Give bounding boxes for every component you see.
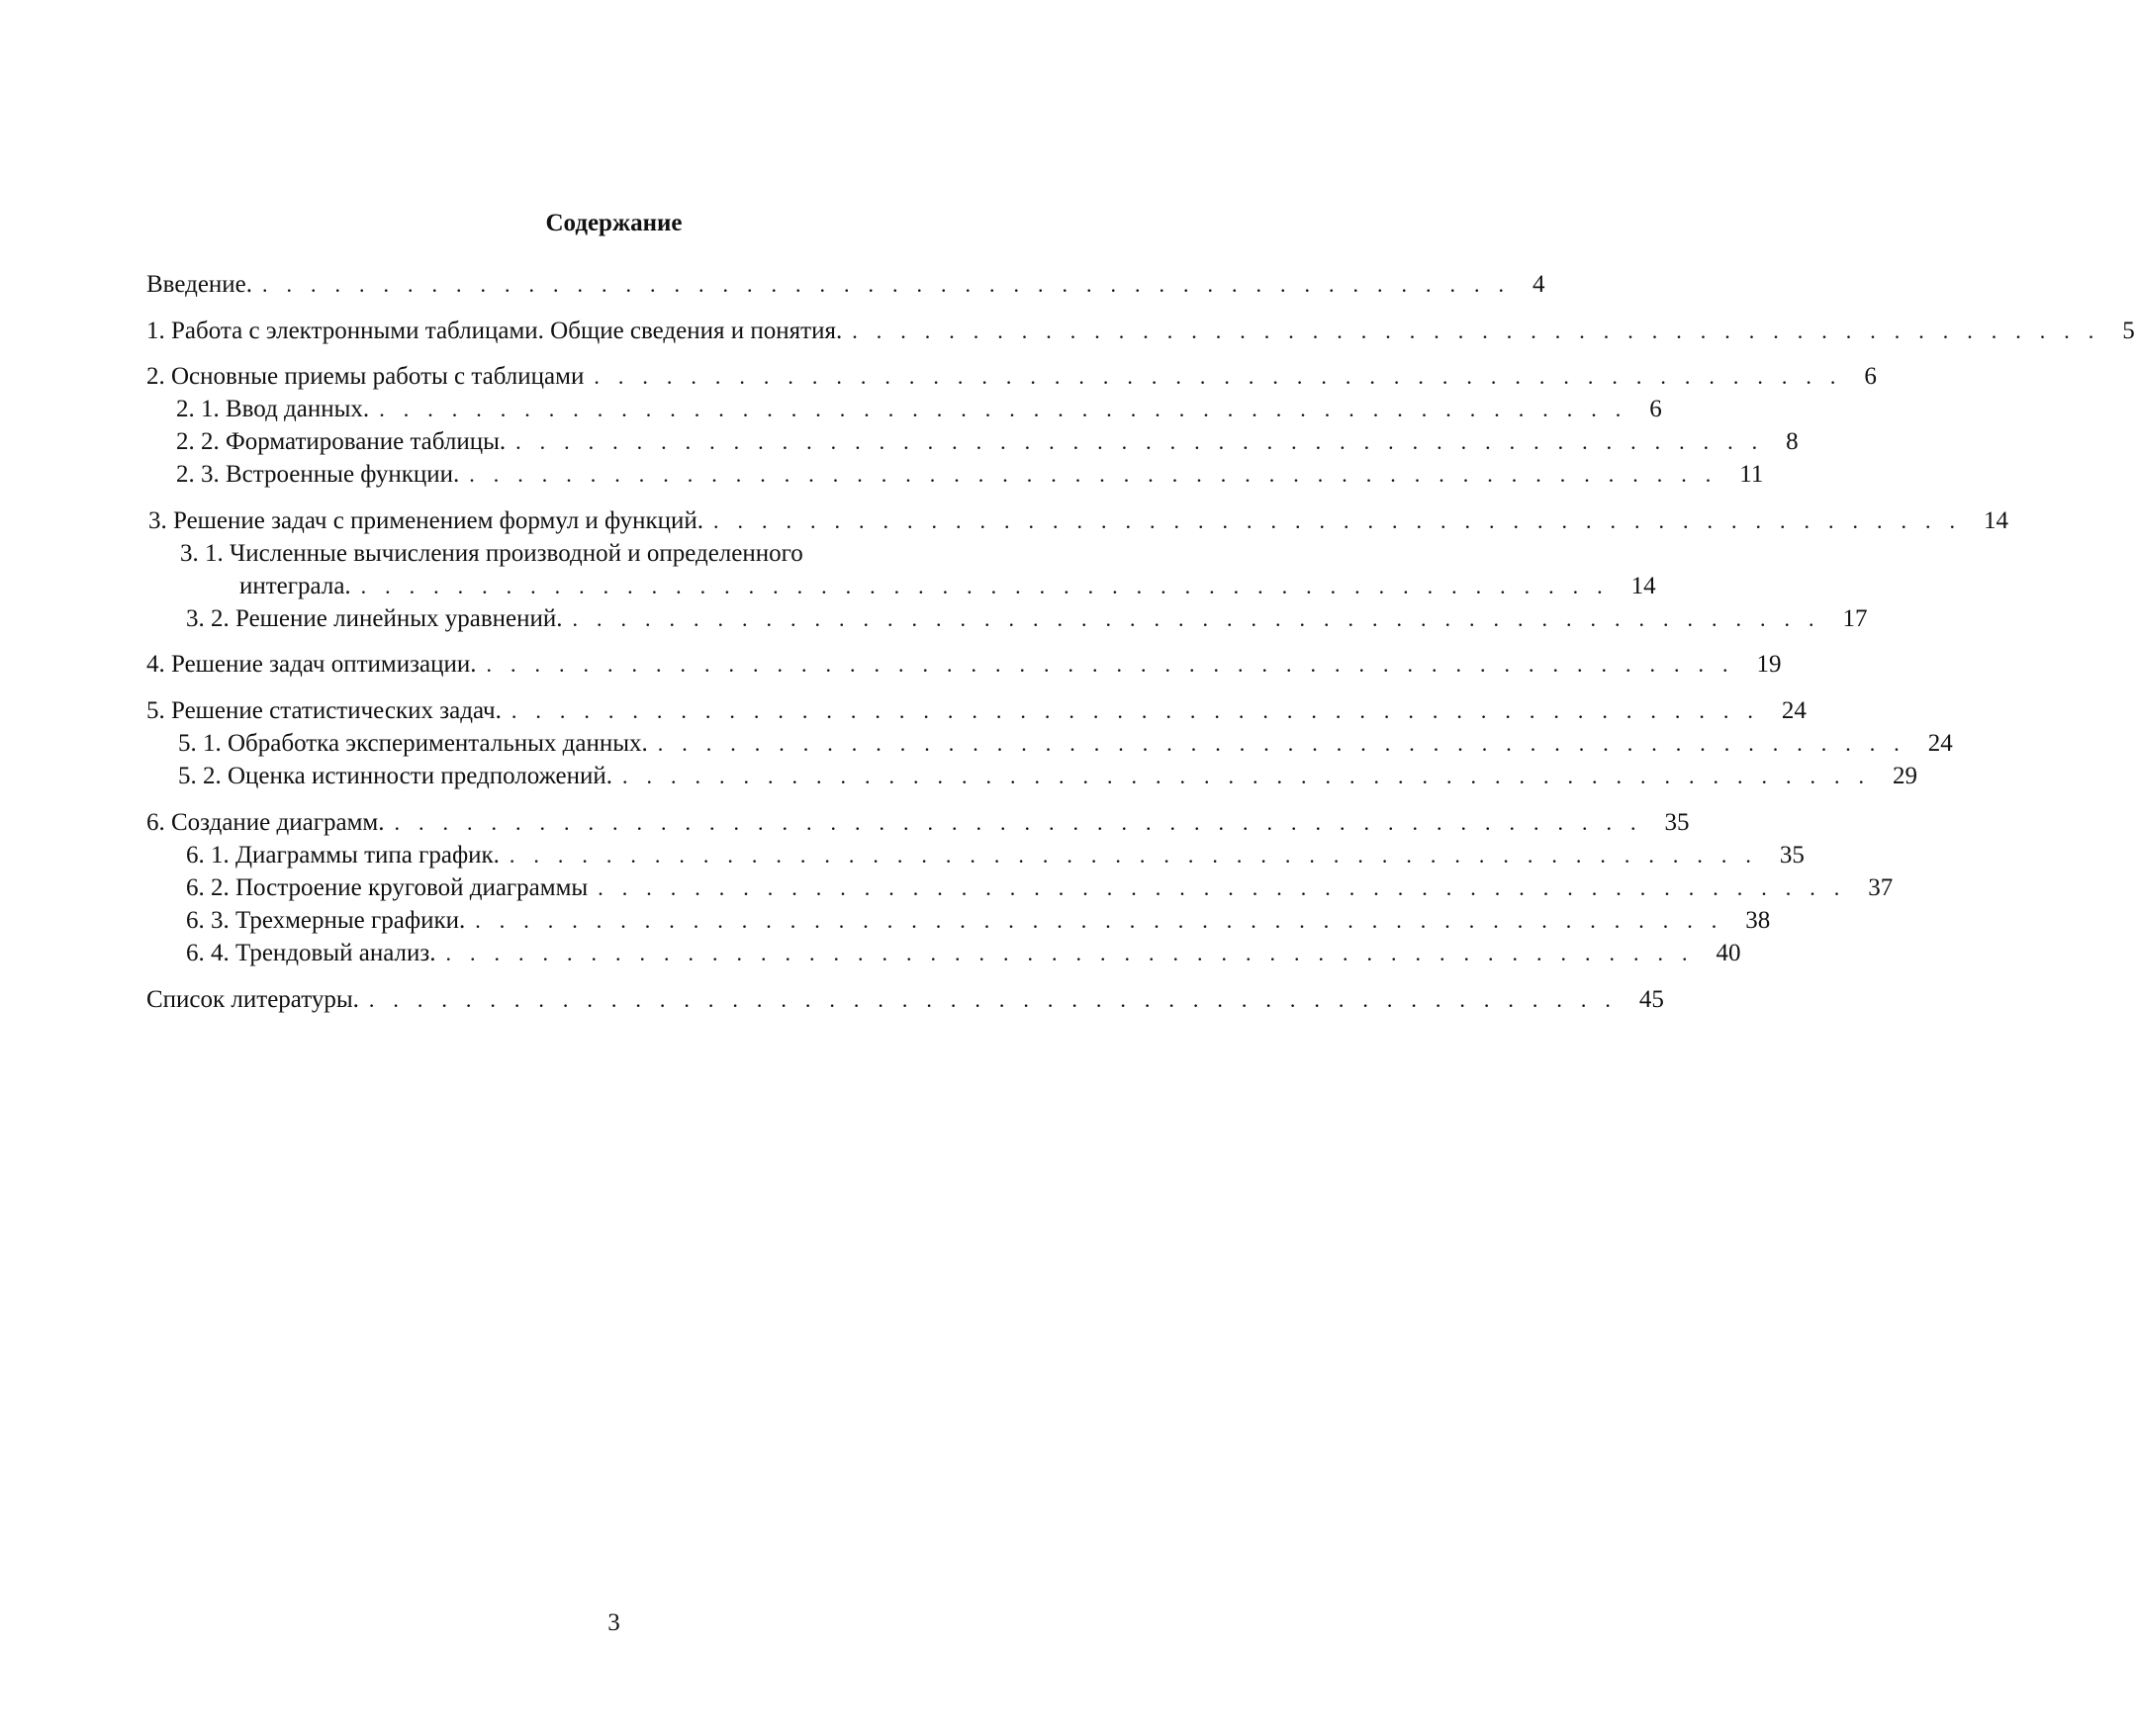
toc-entry-section-5-2[interactable]	[178, 761, 1918, 792]
toc-entry-section-6-1[interactable]	[186, 840, 1805, 871]
toc-entry-section-3-1-line-2[interactable]	[239, 571, 1656, 602]
toc-entry-label: 3. 2. Решение линейных уравнений.	[186, 605, 563, 632]
dot-leader: ....................................................	[657, 731, 1918, 756]
toc-entry-page: 24	[1927, 730, 1953, 757]
dot-leader: ....................................................	[445, 941, 1707, 965]
toc-entry-section-5-1[interactable]	[178, 728, 1953, 760]
toc-entry-page: 24	[1781, 697, 1807, 724]
toc-entry-page: 6	[1649, 396, 1662, 422]
toc-entry-introduction[interactable]	[146, 269, 1545, 301]
dot-leader: ....................................................	[262, 272, 1524, 297]
toc-entry-page: 35	[1664, 809, 1690, 836]
toc-entry-label: интеграла.	[239, 573, 351, 599]
dot-leader: ....................................................	[515, 429, 1777, 454]
toc-entry-page: 19	[1756, 651, 1782, 678]
toc-entry-section-3-2[interactable]	[186, 603, 1868, 635]
toc-entry-page: 5	[2122, 318, 2135, 344]
toc-entry-section-2-1[interactable]	[176, 394, 1662, 425]
toc-entry-section-2-3[interactable]	[176, 459, 1764, 491]
toc-entry-label: 5. Решение статистических задач.	[146, 697, 502, 724]
toc-entry-label: 6. Создание диаграмм.	[146, 809, 385, 836]
toc-entry-page: 14	[1630, 573, 1656, 599]
page-number: 3	[607, 1609, 620, 1636]
toc-entry-label: 5. 2. Оценка истинности предположений.	[178, 763, 613, 789]
dot-leader: ....................................................	[379, 397, 1640, 421]
dot-leader: ....................................................	[598, 875, 1859, 900]
dot-leader: ....................................................	[360, 574, 1622, 598]
toc-entry-label: 4. Решение задач оптимизации.	[146, 651, 477, 678]
dot-leader: ....................................................	[713, 508, 1975, 533]
toc-entry-section-6-3[interactable]	[186, 905, 1771, 937]
toc-entry-label: 2. 3. Встроенные функции.	[176, 461, 460, 488]
toc-entry-section-6-4[interactable]	[186, 938, 1741, 969]
dot-leader: ....................................................	[475, 908, 1736, 933]
toc-entry-label: 6. 1. Диаграммы типа график.	[186, 842, 500, 868]
toc-entry-section-3-1-line-1[interactable]	[180, 538, 1049, 570]
toc-entry-label: 6. 4. Трендовый анализ.	[186, 940, 436, 966]
dot-leader: ....................................................	[594, 364, 1855, 389]
toc-entry-label: 3. Решение задач с применением формул и функций.	[148, 507, 704, 534]
toc-entry-label: 6. 3. Трехмерные графики.	[186, 907, 466, 934]
dot-leader: ....................................................	[509, 843, 1770, 868]
dot-leader: ....................................................	[368, 987, 1629, 1012]
toc-entry-label: 6. 2. Построение круговой диаграммы	[186, 874, 589, 901]
dot-leader: ....................................................	[469, 462, 1730, 487]
toc-entry-page: 6	[1864, 363, 1877, 390]
dot-leader: ....................................................	[622, 764, 1884, 788]
dot-leader: ....................................................	[852, 319, 2113, 343]
toc-entry-label: 2. 1. Ввод данных.	[176, 396, 370, 422]
toc-entry-page: 14	[1984, 507, 2009, 534]
toc-entry-page: 8	[1786, 428, 1799, 455]
toc-entry-section-2-2[interactable]	[176, 426, 1799, 458]
contents-heading: Содержание	[545, 210, 683, 236]
toc-entry-section-6[interactable]	[146, 807, 1690, 839]
toc-entry-page: 29	[1893, 763, 1918, 789]
toc-entry-page: 40	[1716, 940, 1741, 966]
toc-entry-page: 11	[1739, 461, 1764, 488]
dot-leader: ....................................................	[572, 606, 1833, 631]
toc-entry-section-4[interactable]	[146, 649, 1782, 681]
toc-entry-references[interactable]	[146, 984, 1664, 1016]
toc-entry-page: 4	[1532, 271, 1545, 298]
dot-leader: ....................................................	[511, 698, 1772, 723]
toc-entry-label: Список литературы.	[146, 986, 359, 1013]
toc-entry-section-6-2[interactable]	[186, 872, 1894, 904]
toc-entry-page: 38	[1745, 907, 1771, 934]
toc-entry-section-1[interactable]	[146, 316, 2135, 347]
dot-leader: ....................................................	[394, 810, 1655, 835]
toc-entry-page: 37	[1868, 874, 1894, 901]
toc-entry-label: 3. 1. Численные вычисления производной и определенного	[180, 540, 803, 567]
toc-entry-page: 45	[1638, 986, 1664, 1013]
toc-entry-section-3[interactable]	[148, 505, 2009, 537]
toc-entry-label: 2. Основные приемы работы с таблицами	[146, 363, 585, 390]
toc-entry-section-2[interactable]	[146, 361, 1877, 393]
toc-entry-section-5[interactable]	[146, 695, 1807, 727]
toc-entry-page: 35	[1779, 842, 1805, 868]
toc-entry-label: 1. Работа с электронными таблицами. Общие сведения и понятия.	[146, 318, 843, 344]
toc-entry-label: Введение.	[146, 271, 253, 298]
dot-leader: ....................................................	[486, 652, 1747, 677]
toc-entry-page: 17	[1842, 605, 1868, 632]
toc-entry-label: 2. 2. Форматирование таблицы.	[176, 428, 507, 455]
toc-entry-label: 5. 1. Обработка экспериментальных данных.	[178, 730, 648, 757]
